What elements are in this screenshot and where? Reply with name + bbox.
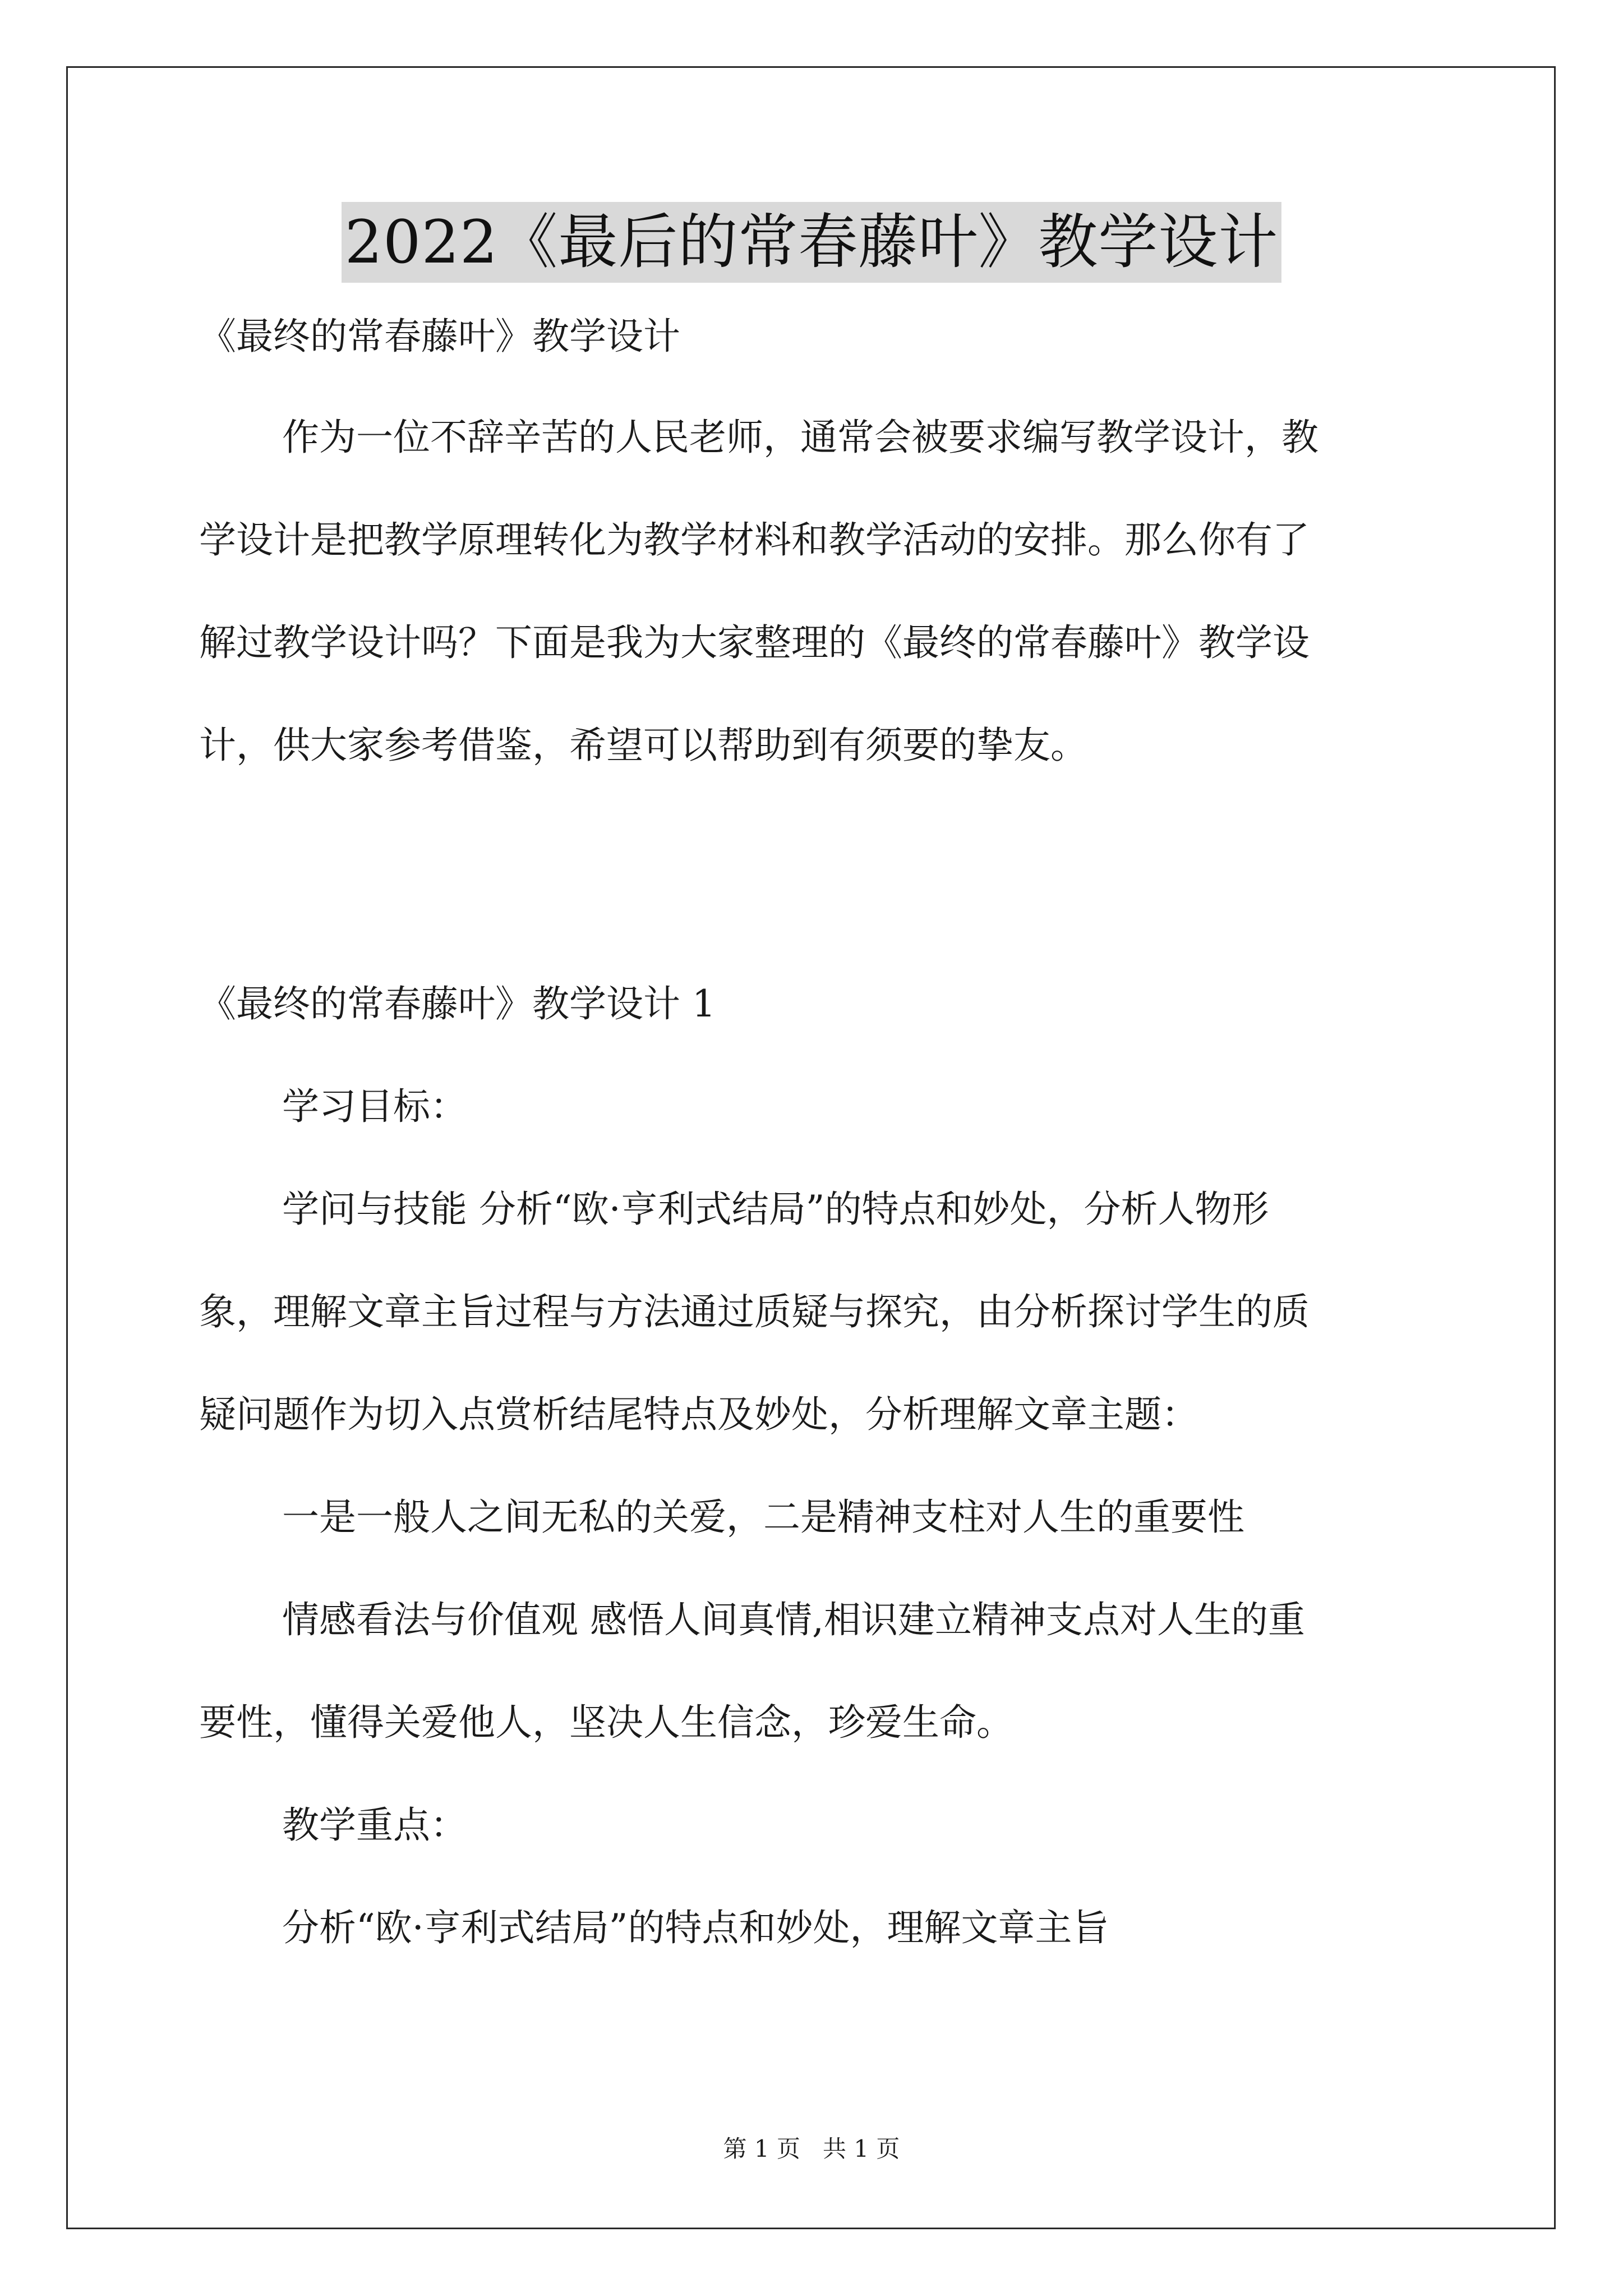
- paragraph-line: 分析“欧·亨利式结局”的特点和妙处，理解文章主旨: [282, 1906, 1109, 1949]
- paragraph-line: 学问与技能 分析“欧·亨利式结局”的特点和妙处，分析人物形: [282, 1188, 1269, 1231]
- paragraph-line: 一是一般人之间无私的关爱，二是精神支柱对人生的重要性: [282, 1496, 1244, 1539]
- paragraph-line: 要性，懂得关爱他人，坚决人生信念，珍爱生命。: [199, 1701, 1013, 1744]
- paragraph-line: 学设计是把教学原理转化为教学材料和教学活动的安排。那么你有了: [199, 518, 1310, 562]
- paragraph-line: 教学重点：: [282, 1803, 467, 1847]
- paragraph-line: 解过教学设计吗？下面是我为大家整理的《最终的常春藤叶》教学设: [199, 621, 1310, 664]
- document-title: 2022《最后的常春藤叶》教学设计: [342, 202, 1282, 283]
- page-number: 第 1 页: [723, 2135, 800, 2162]
- section-heading: 《最终的常春藤叶》教学设计: [199, 315, 680, 358]
- paragraph-line: 疑问题作为切入点赏析结尾特点及妙处，分析理解文章主题：: [199, 1393, 1198, 1436]
- paragraph-line: 计，供大家参考借鉴，希望可以帮助到有须要的挚友。: [199, 724, 1087, 767]
- title-container: [0, 202, 1623, 283]
- page-total: 共 1 页: [823, 2135, 900, 2162]
- paragraph-line: 象，理解文章主旨过程与方法通过质疑与探究，由分析探讨学生的质: [199, 1290, 1310, 1333]
- paragraph-line: 作为一位不辞辛苦的人民老师，通常会被要求编写教学设计，教: [282, 416, 1318, 459]
- page-footer: [0, 2131, 1623, 2164]
- paragraph-line: 情感看法与价值观 感悟人间真情,相识建立精神支点对人生的重: [282, 1598, 1305, 1641]
- section-heading: 《最终的常春藤叶》教学设计 1: [199, 982, 716, 1025]
- page-border: [66, 66, 1556, 2229]
- paragraph-line: 学习目标：: [282, 1085, 467, 1128]
